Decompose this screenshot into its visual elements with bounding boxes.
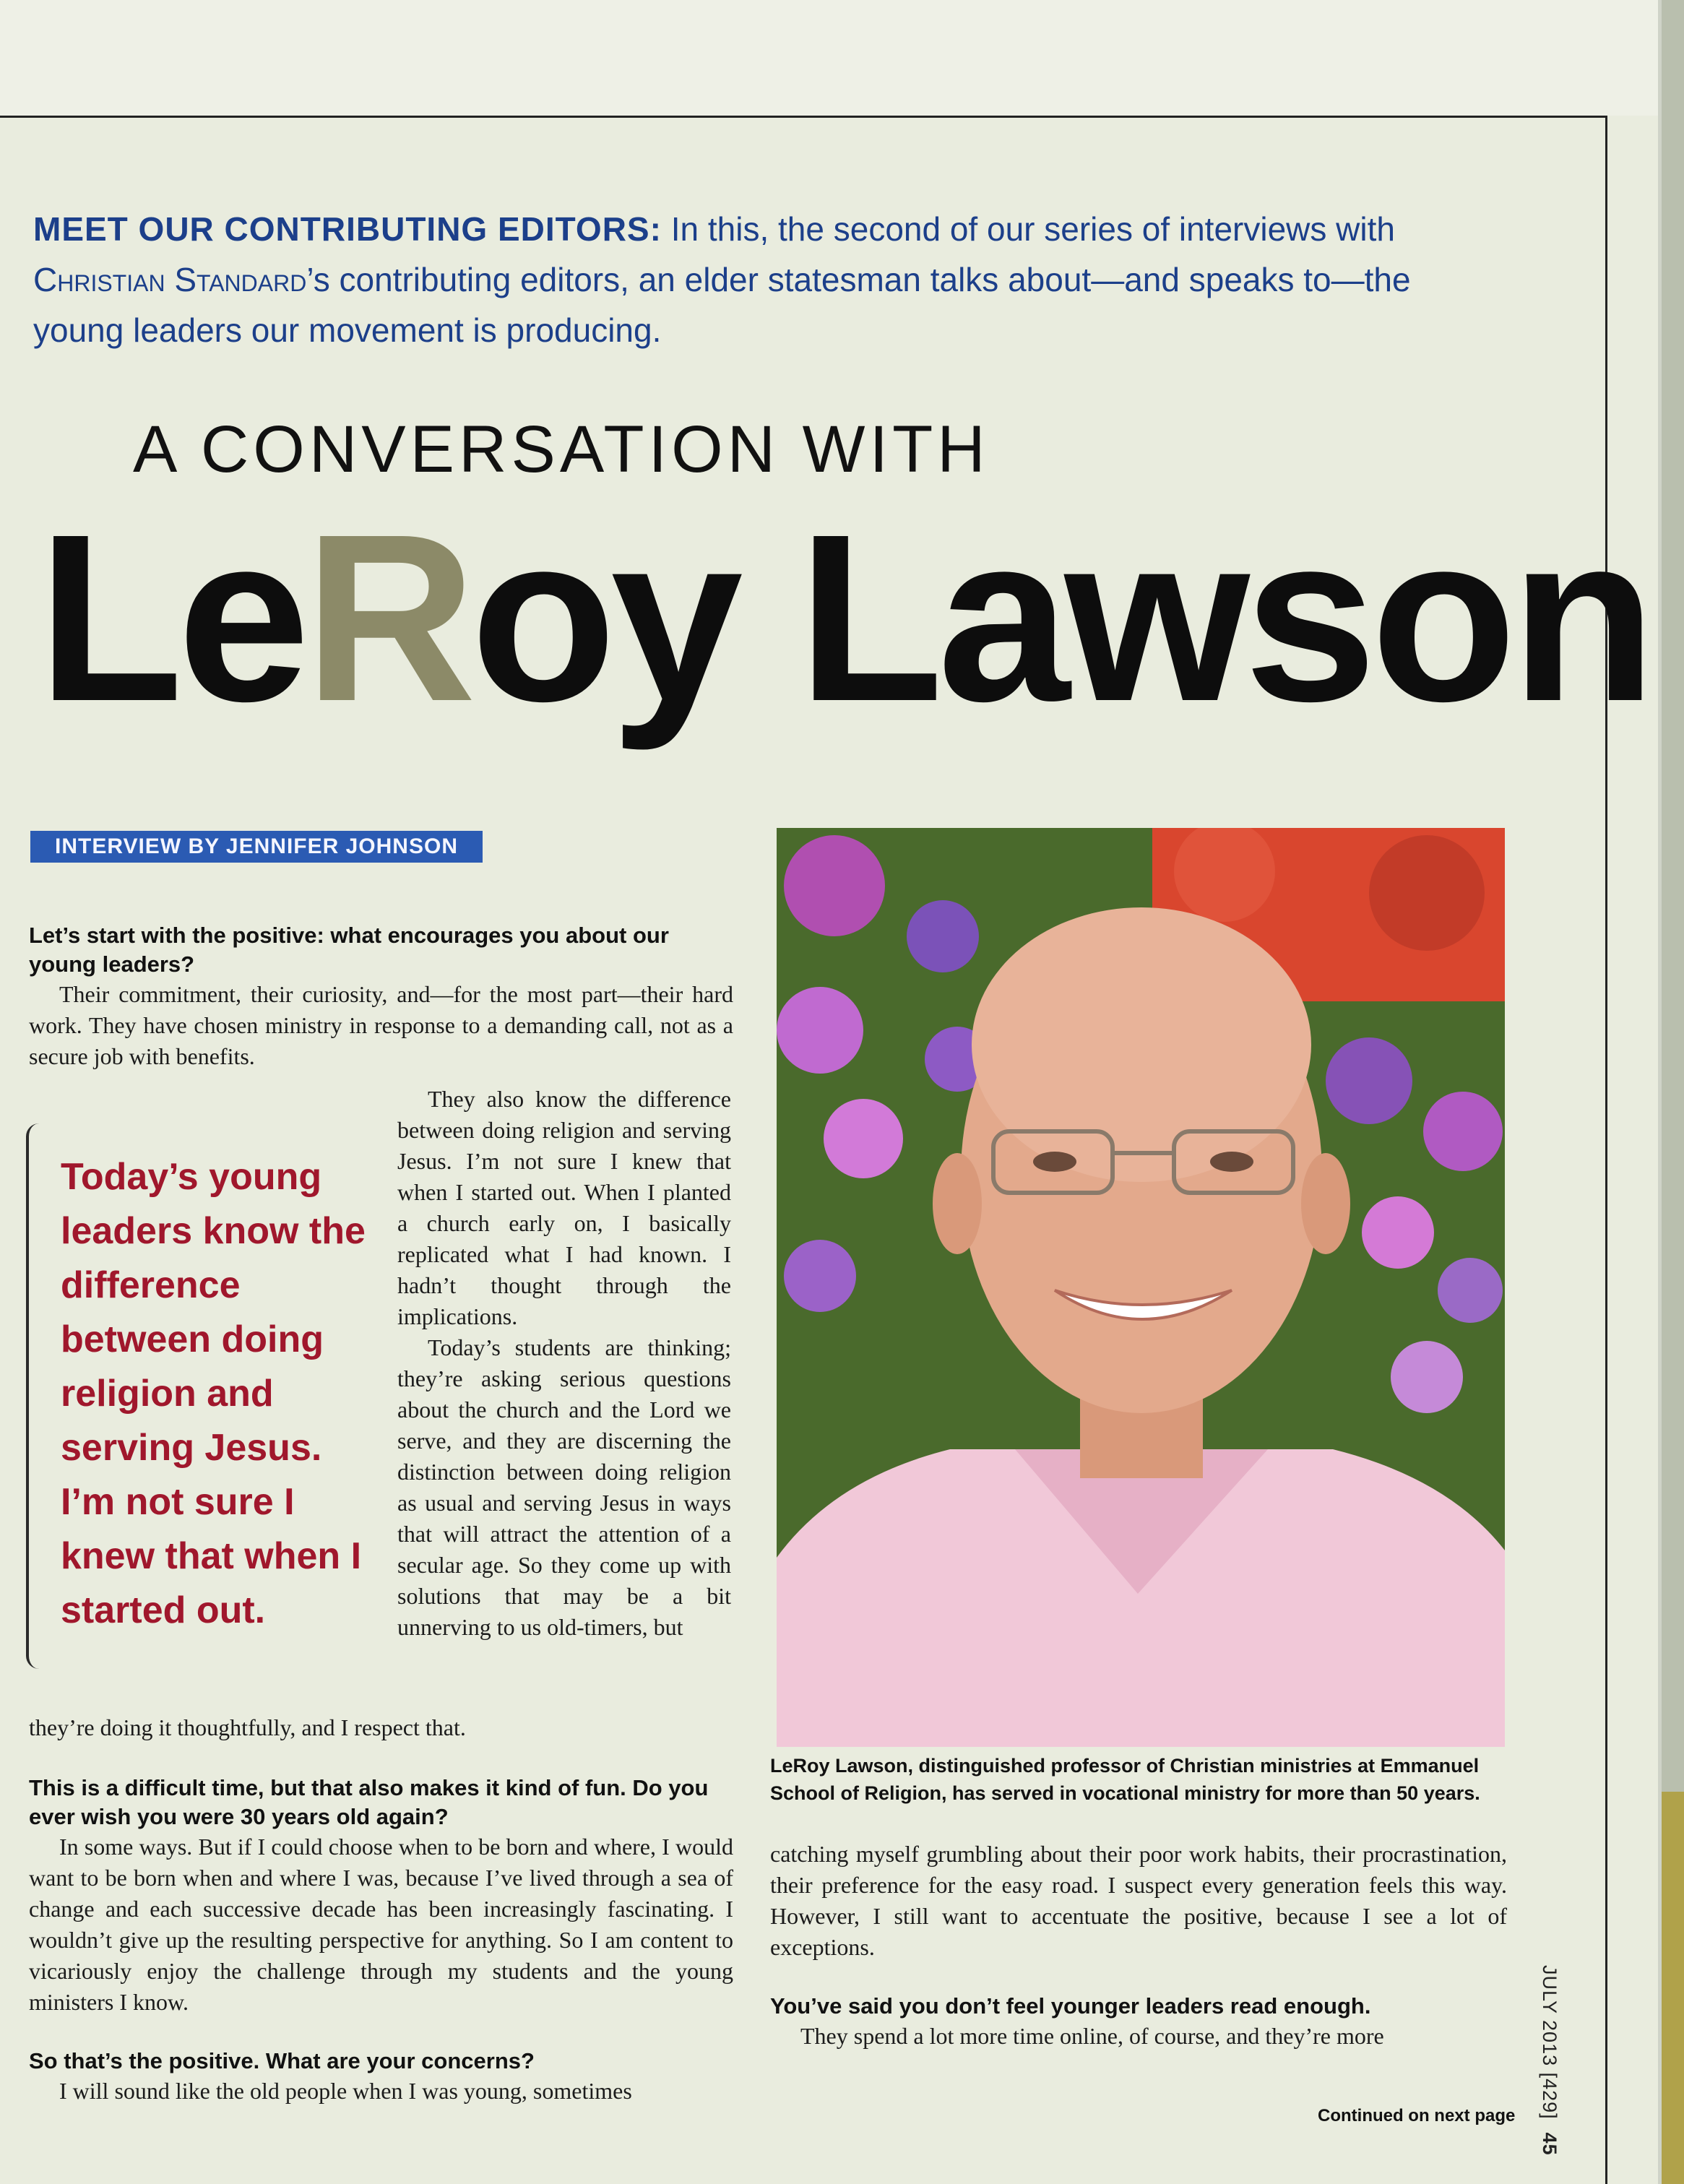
intro-text-2: ’s contributing editors, an elder statesman talks about—and speaks to—the young leaders our movement is producing. xyxy=(33,261,1411,349)
headline-part-1: Le xyxy=(38,484,305,751)
portrait-illustration xyxy=(777,828,1505,1747)
next-page-edge xyxy=(1662,0,1684,2184)
pull-quote-bracket xyxy=(26,1123,43,1669)
page-number: 45 xyxy=(1539,2132,1560,2156)
continued-note: Continued on next page xyxy=(1318,2106,1516,2125)
answer-3-start: I will sound like the old people when I was young, sometimes xyxy=(59,2078,632,2104)
intro-lead: MEET OUR CONTRIBUTING EDITORS: xyxy=(33,210,662,248)
top-border-rule xyxy=(0,116,1607,118)
answer-3-continued: catching myself grumbling about their poor work habits, their procrastination, their preference for the easy road. I suspect every generation feels this way. However, I still want to accentuate the positive, because I see a lot of exceptions. xyxy=(770,1841,1507,1960)
question-4: You’ve said you don’t feel younger leaders read enough. xyxy=(770,1993,1371,2019)
answer-1-paragraph-3-tail: they’re doing it thoughtfully, and I respect that. xyxy=(29,1714,466,1740)
headline-part-2: R xyxy=(304,484,471,751)
byline-bar: INTERVIEW BY JENNIFER JOHNSON xyxy=(30,831,483,863)
page-top-margin xyxy=(0,0,1658,116)
headline-part-3: oy Lawson xyxy=(470,484,1651,751)
column-1-bottom xyxy=(29,1774,733,2107)
answer-1-paragraph-3: Today’s students are thinking; they’re asking serious questions about the church and the Lord we serve, and they are discerning the distinction between doing religion as usual and serving Jesus in ways that will attract the attention of a secular age. So they come up with solutions that may be a bit unnerving to us old-timers, but xyxy=(397,1334,731,1640)
folio xyxy=(1538,1965,1560,2156)
answer-2: In some ways. But if I could choose when to be born and where, I would want to be born when and where I was, because I’ve lived through a sea of change and each successive decade has been increasingly fascinating. I wouldn’t give up the resulting perspective for anything. So I am content to vicariously enjoy the challenge through my students and the young ministers I know. xyxy=(29,1834,733,2015)
question-1: Let’s start with the positive: what encourages you about our young leaders? xyxy=(29,923,669,977)
intro-text-1: In this, the second of our series of interviews with xyxy=(661,210,1395,248)
magazine-name: Christian Standard xyxy=(33,261,307,298)
right-border-rule xyxy=(1605,116,1607,2184)
photo-caption: LeRoy Lawson, distinguished professor of Christian ministries at Emmanuel School of Religion, has served in vocational ministry for more than 50 years. xyxy=(770,1755,1480,1804)
headline-kicker: A CONVERSATION WITH xyxy=(133,413,990,486)
question-3: So that’s the positive. What are your concerns? xyxy=(29,2048,535,2073)
pull-quote: Today’s young leaders know the difference between doing religion and serving Jesus. I’m not sure I knew that when I started out. xyxy=(61,1156,366,1631)
answer-1-paragraph-1: Their commitment, their curiosity, and—for the most part—their hard work. They have chosen ministry in response to a demanding call, not as a secure job with benefits. xyxy=(29,981,733,1069)
column-1-top xyxy=(29,921,733,1072)
question-2: This is a difficult time, but that also makes it kind of fun. Do you ever wish you were 30 years old again? xyxy=(29,1775,709,1829)
folio-issue: JULY 2013 [429] xyxy=(1539,1965,1560,2120)
answer-1-paragraph-2: They also know the difference between doing religion and serving Jesus. I’m not sure I knew that when I started out. When I planted a church early on, I basically replicated what I had known. I hadn’t thought through the implications. xyxy=(397,1086,731,1329)
answer-4-start: They spend a lot more time online, of course, and they’re more xyxy=(800,2023,1384,2049)
column-1-wrapped-text xyxy=(397,1084,731,1643)
column-2-bottom xyxy=(770,1839,1507,2052)
headline-name xyxy=(38,484,1651,751)
next-page-edge-image xyxy=(1662,1792,1684,2184)
portrait-photo xyxy=(777,828,1505,1747)
intro-paragraph xyxy=(33,204,1449,355)
